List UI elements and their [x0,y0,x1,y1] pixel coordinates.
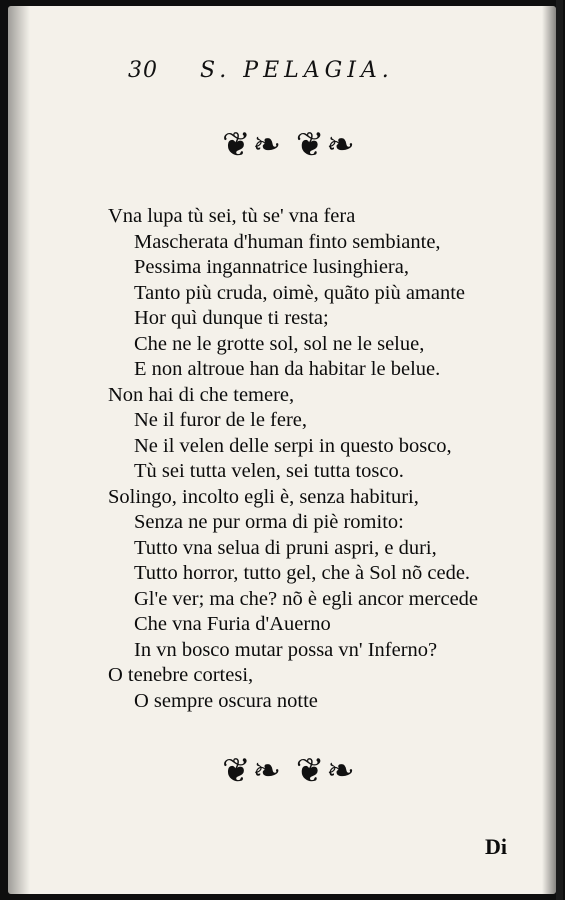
book-page [8,6,556,894]
page-number: 30 [128,58,158,83]
verse-line: Solingo, incolto egli è, senza habituri, [108,485,419,508]
verse-block [108,204,556,714]
verse-line: Tutto horror, tutto gel, che à Sol nõ cede. [134,562,471,584]
running-title: S. PELAGIA. [200,58,394,83]
verse-line: E non altroue han da habitar le belue. [134,358,441,380]
verse-line: O sempre oscura notte [134,689,318,712]
verse-line: Mascherata d'human finto sembiante, [134,230,441,253]
verse-line: Ne il furor de le fere, [134,409,308,431]
verse-line: Che ne le grotte sol, sol ne le selue, [134,332,425,355]
verse-line: Hor quì dunque ti resta; [134,307,329,329]
verse-line: Gl'e ver; ma che? nõ è egli ancor mercede [134,587,479,610]
verse-line: Vna lupa tù sei, tù se' vna fera [108,205,356,227]
running-head [128,58,394,83]
page-edge [556,0,563,900]
verse-line: In vn bosco mutar possa vn' Inferno? [134,638,438,661]
verse-line: Tù sei tutta velen, sei tutta tosco. [134,460,404,482]
fleuron-ornament-bottom: ❦❧ ❦❧ [222,751,357,791]
verse-line: Che vna Furia d'Auerno [134,613,331,635]
verse-line: Non hai di che temere, [108,383,295,406]
verse-line: Pessima ingannatrice lusinghiera, [134,256,409,278]
verse-line: Senza ne pur orma di piè romito: [134,511,404,533]
verse-line: Tutto vna selua di pruni aspri, e duri, [134,536,437,559]
verse-line: Tanto più cruda, oimè, quãto più amante [134,281,466,304]
catchword: Di [485,834,507,859]
verse-line: O tenebre cortesi, [108,664,254,686]
fleuron-ornament-top: ❦❧ ❦❧ [222,125,357,165]
verse-line: Ne il velen delle serpi in questo bosco, [134,434,452,457]
